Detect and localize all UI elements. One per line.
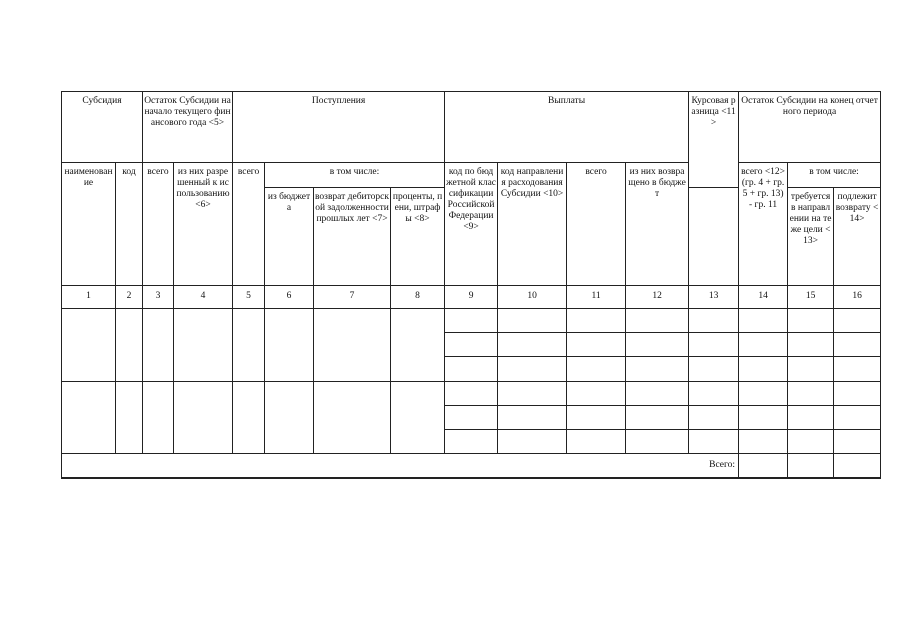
column-number: 10 (498, 285, 567, 308)
data-cell (391, 308, 445, 381)
data-cell (739, 405, 788, 429)
column-number: 3 (143, 285, 174, 308)
data-cell (689, 381, 739, 405)
column-number: 6 (265, 285, 314, 308)
data-cell (498, 308, 567, 332)
column-number: 8 (391, 285, 445, 308)
data-cell (626, 405, 689, 429)
data-cell (834, 357, 881, 381)
data-cell (834, 405, 881, 429)
data-cell (445, 357, 498, 381)
header-returned: из них возвращено в бюджет (626, 162, 689, 285)
data-cell (143, 381, 174, 454)
data-cell (498, 333, 567, 357)
data-cell (626, 308, 689, 332)
header-to-return: подлежит возврату <14> (834, 187, 881, 285)
data-cell (498, 357, 567, 381)
total-label: Всего: (62, 454, 739, 478)
column-number: 2 (116, 285, 143, 308)
data-cell (739, 381, 788, 405)
data-cell (788, 308, 834, 332)
data-cell (498, 405, 567, 429)
data-cell (174, 381, 233, 454)
total-row (62, 454, 881, 478)
data-cell (233, 381, 265, 454)
column-number: 1 (62, 285, 116, 308)
data-cell (834, 381, 881, 405)
header-balance-start: Остаток Субсидии на начало текущего финансового года <5> (143, 92, 233, 163)
data-cell (445, 381, 498, 405)
header-name: наименование (62, 162, 116, 285)
data-cell (62, 381, 116, 454)
header-balance-end: Остаток Субсидии на конец отчетного периода (739, 92, 881, 163)
data-cell (739, 333, 788, 357)
header-receipts-total: всего (233, 162, 265, 285)
data-cell (689, 333, 739, 357)
data-cell (567, 357, 626, 381)
column-number: 12 (626, 285, 689, 308)
data-cell (445, 405, 498, 429)
column-number: 13 (689, 285, 739, 308)
data-cell (739, 357, 788, 381)
data-cell (689, 405, 739, 429)
header-from-budget: из бюджета (265, 187, 314, 285)
table-row (62, 381, 881, 405)
header-exchange-difference-cont (689, 187, 739, 285)
data-cell (689, 308, 739, 332)
data-cell (788, 357, 834, 381)
total-cell (739, 454, 788, 478)
data-cell (314, 308, 391, 381)
data-cell (567, 430, 626, 454)
subsidy-report-table (61, 91, 881, 479)
column-number: 7 (314, 285, 391, 308)
header-balance-total: всего (143, 162, 174, 285)
data-cell (834, 333, 881, 357)
data-cell (567, 333, 626, 357)
data-cell (314, 381, 391, 454)
data-cell (567, 381, 626, 405)
data-cell (626, 430, 689, 454)
data-cell (834, 430, 881, 454)
data-cell (739, 430, 788, 454)
header-interest: проценты, пени, штрафы <8> (391, 187, 445, 285)
data-cell (445, 308, 498, 332)
total-cell (834, 454, 881, 478)
column-number: 11 (567, 285, 626, 308)
header-payments-total: всего (567, 162, 626, 285)
data-cell (116, 381, 143, 454)
total-cell (788, 454, 834, 478)
data-cell (116, 308, 143, 381)
header-allowed: из них разрешенный к использованию <6> (174, 162, 233, 285)
column-number: 5 (233, 285, 265, 308)
data-cell (567, 405, 626, 429)
data-cell (445, 333, 498, 357)
column-number: 16 (834, 285, 881, 308)
data-cell (834, 308, 881, 332)
header-payments: Выплаты (445, 92, 689, 163)
header-end-including: в том числе: (788, 162, 881, 187)
data-cell (626, 333, 689, 357)
data-cell (174, 308, 233, 381)
column-number: 9 (445, 285, 498, 308)
header-end-total: всего <12> (гр. 4 + гр. 5 + гр. 13) - гр. 11 (739, 162, 788, 285)
column-number: 4 (174, 285, 233, 308)
column-number: 14 (739, 285, 788, 308)
data-cell (788, 381, 834, 405)
header-code: код (116, 162, 143, 285)
header-subsidy: Субсидия (62, 92, 143, 163)
data-cell (62, 308, 116, 381)
header-debt-return: возврат дебиторской задолженности прошлых лет <7> (314, 187, 391, 285)
data-cell (739, 308, 788, 332)
data-cell (498, 381, 567, 405)
data-cell (788, 333, 834, 357)
data-cell (143, 308, 174, 381)
data-cell (689, 430, 739, 454)
header-budget-classification: код по бюджетной классификации Российской Федерации <9> (445, 162, 498, 285)
data-cell (567, 308, 626, 332)
data-cell (391, 381, 445, 454)
header-required: требуется в направлении на те же цели <13> (788, 187, 834, 285)
data-cell (788, 430, 834, 454)
data-cell (689, 357, 739, 381)
header-expense-code: код направления расходования Субсидии <10> (498, 162, 567, 285)
data-cell (626, 357, 689, 381)
data-cell (265, 308, 314, 381)
data-cell (233, 308, 265, 381)
column-number: 15 (788, 285, 834, 308)
table-row (62, 308, 881, 332)
header-exchange-difference: Курсовая разница <11> (689, 92, 739, 188)
data-cell (498, 430, 567, 454)
data-cell (788, 405, 834, 429)
data-cell (265, 381, 314, 454)
header-receipts-including: в том числе: (265, 162, 445, 187)
header-receipts: Поступления (233, 92, 445, 163)
data-cell (445, 430, 498, 454)
data-cell (626, 381, 689, 405)
